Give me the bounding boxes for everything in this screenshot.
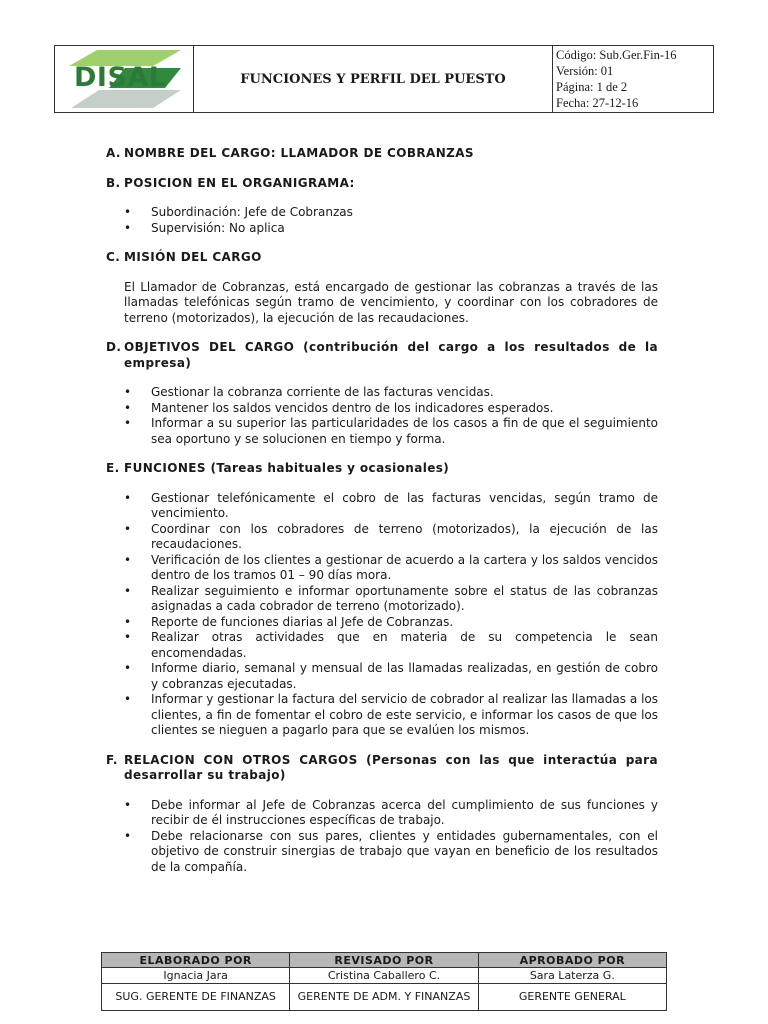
document-body	[106, 146, 658, 875]
section-d-heading: D. OBJETIVOS DEL CARGO (contribución del cargo a los resultados de la empresa)	[106, 340, 658, 370]
list-item: • Gestionar telefónicamente el cobro de las facturas vencidas, según tramo de vencimiento.	[151, 491, 658, 522]
list-item: • Gestionar la cobranza corriente de las facturas vencidas.	[151, 385, 658, 401]
signature-name: Cristina Caballero C.	[290, 968, 478, 984]
logo-cell	[55, 46, 194, 113]
section-c-paragraph: El Llamador de Cobranzas, está encargado de gestionar las cobranzas a través de las llamadas telefónicas según tramo de vencimiento, y coordinar con los cobradores de terreno (motorizados), la ejecución de las recaudaciones.	[124, 279, 658, 325]
document-title: FUNCIONES Y PERFIL DEL PUESTO	[194, 46, 553, 113]
meta-fecha: Fecha: 27-12-16	[556, 96, 639, 110]
section-b-list	[106, 205, 658, 236]
list-item: • Debe informar al Jefe de Cobranzas acerca del cumplimiento de sus funciones y recibir de él instrucciones específicas de trabajo.	[151, 798, 658, 829]
list-item: • Supervisión: No aplica	[151, 221, 658, 237]
meta-version: Versión: 01	[556, 64, 614, 78]
signature-role: SUG. GERENTE DE FINANZAS	[102, 984, 290, 1011]
list-item: • Debe relacionarse con sus pares, clientes y entidades gubernamentales, con el objetivo de construir sinergias de trabajo que vayan en beneficio de los resultados de la compañía.	[151, 829, 658, 876]
list-item: • Subordinación: Jefe de Cobranzas	[151, 205, 658, 221]
signature-header-revisado: REVISADO POR	[290, 953, 478, 968]
list-item: • Realizar otras actividades que en materia de su competencia le sean encomendadas.	[151, 630, 658, 661]
section-c-heading: C. MISIÓN DEL CARGO	[106, 250, 262, 264]
disal-logo	[55, 46, 193, 112]
list-item: • Informe diario, semanal y mensual de las llamadas realizadas, en gestión de cobro y cobranzas ejecutadas.	[151, 661, 658, 692]
section-f-heading: F. RELACION CON OTROS CARGOS (Personas con las que interactúa para desarrollar su trabajo)	[106, 752, 658, 782]
meta-pagina: Página: 1 de 2	[556, 80, 628, 94]
signature-header-aprobado: APROBADO POR	[478, 953, 666, 968]
list-item: • Realizar seguimiento e informar oportunamente sobre el status de las cobranzas asignadas a cada cobrador de terreno (motorizado).	[151, 584, 658, 615]
section-d-list	[106, 385, 658, 447]
signature-table	[101, 952, 667, 1011]
list-item: • Informar y gestionar la factura del servicio de cobrador al realizar las llamadas a los clientes, a fin de fomentar el cobro de este servicio, e informar los casos de que los clientes se nieguen a pagarlo para que se evalúen los mismos.	[151, 692, 658, 739]
document-meta	[553, 46, 714, 113]
meta-codigo: Código: Sub.Ger.Fin-16	[556, 48, 677, 62]
section-b-heading: B. POSICION EN EL ORGANIGRAMA:	[106, 175, 355, 190]
logo-text: DISAL	[74, 62, 167, 93]
signature-name: Sara Laterza G.	[478, 968, 666, 984]
section-e-list	[106, 491, 658, 739]
list-item: • Mantener los saldos vencidos dentro de los indicadores esperados.	[151, 401, 658, 417]
list-item: • Verificación de los clientes a gestionar de acuerdo a la cartera y los saldos vencidos dentro de los tramos 01 – 90 días mora.	[151, 553, 658, 584]
signature-name: Ignacia Jara	[102, 968, 290, 984]
signature-role: GERENTE GENERAL	[478, 984, 666, 1011]
section-a-heading: A. NOMBRE DEL CARGO: LLAMADOR DE COBRANZAS	[106, 146, 474, 160]
section-e-heading: E. FUNCIONES (Tareas habituales y ocasionales)	[106, 461, 450, 475]
signature-header-elaborado: ELABORADO POR	[102, 953, 290, 968]
list-item: • Reporte de funciones diarias al Jefe de Cobranzas.	[151, 615, 658, 631]
signature-role: GERENTE DE ADM. Y FINANZAS	[290, 984, 478, 1011]
section-f-list	[106, 798, 658, 876]
list-item: • Coordinar con los cobradores de terreno (motorizados), la ejecución de las recaudaciones.	[151, 522, 658, 553]
document-header	[54, 45, 714, 113]
list-item: • Informar a su superior las particularidades de los casos a fin de que el seguimiento sea oportuno y se solucionen en tiempo y forma.	[151, 416, 658, 447]
